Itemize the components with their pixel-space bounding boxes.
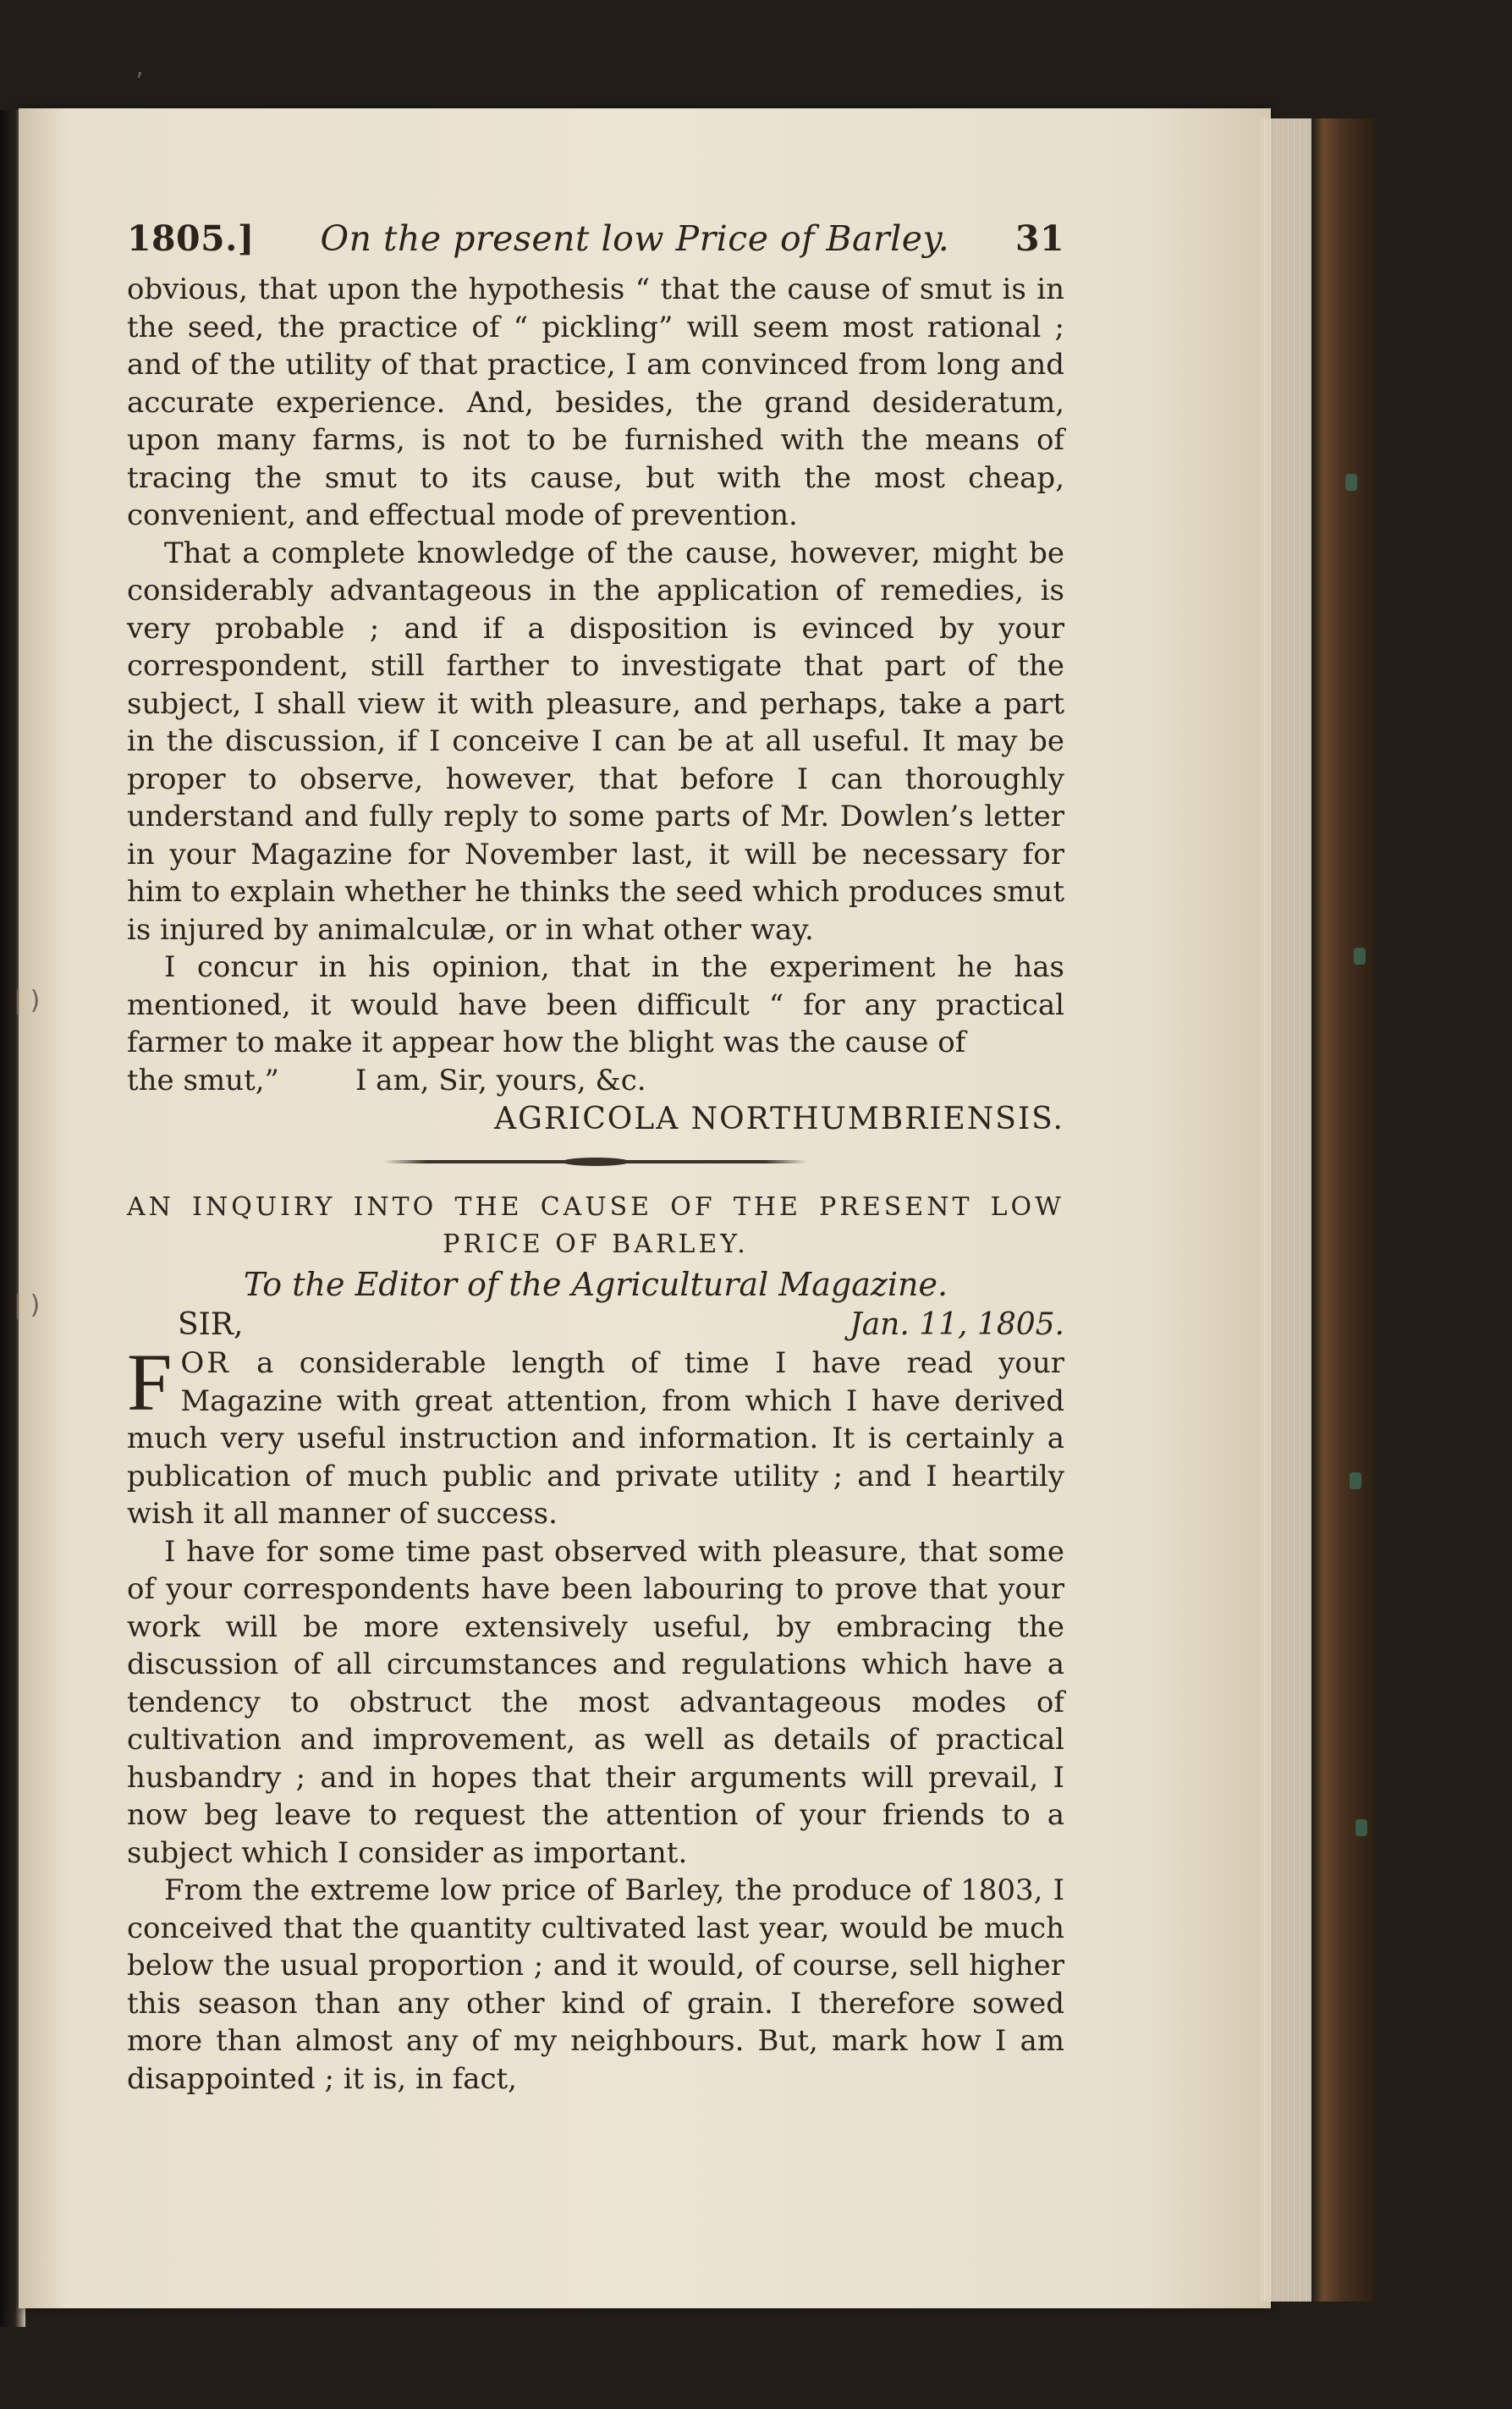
article-title-line: AN INQUIRY INTO THE CAUSE OF THE PRESENT LOW: [127, 1192, 1064, 1222]
article-smut-letter: [127, 271, 1064, 1140]
margin-mark: | ): [14, 1290, 41, 1320]
section-divider: [384, 1160, 807, 1163]
article-title-line: PRICE OF BARLEY.: [443, 1229, 749, 1259]
article-barley-inquiry: [127, 1189, 1064, 2098]
paragraph: That a complete knowledge of the cause, however, might be considerably advantageous in the application of remedies, is very probable ; and if a disposition is evinced by your correspondent, still farther to investigate that part of the subject, I shall view it with pleasure, and perhaps, take a part in the discussion, if I conceive I can be at all useful. It may be proper to observe, however, that before I can thoroughly understand and fully reply to some parts of Mr. Dowlen’s letter in your Magazine for November last, it will be necessary for him to explain whether he thinks the seed which produces smut is injured by animalculæ, or in what other way.: [127, 536, 1064, 947]
closing-text: the smut,”: [127, 1063, 279, 1097]
opening-paragraph: [127, 1337, 1064, 1533]
page-fore-edge: [1261, 118, 1311, 2302]
running-head-year: 1805.]: [127, 218, 255, 259]
paragraph: I concur in his opinion, that in the experiment he has mentioned, it would have been difficult “ for any practical farmer to make it appear how the blight was the cause of: [127, 950, 1064, 1059]
letter-closing: [127, 1062, 1064, 1100]
spine-mark: [1354, 948, 1366, 965]
spine-mark: [1345, 474, 1357, 491]
page-content: [127, 218, 1064, 2098]
dateline: [127, 1306, 1064, 1345]
margin-mark: ’: [135, 68, 144, 97]
running-head-title: On the present low Price of Barley.: [320, 218, 950, 259]
paragraph-text: a considerable length of time I have read your Magazine with great attention, from which I have derived much very useful instruction and information. It is certainly a publication of much public and private utility ; and I heartily wish it all manner of success.: [127, 1346, 1064, 1531]
margin-mark: | ): [14, 986, 41, 1015]
addressee: To the Editor of the Agricultural Magazine.: [243, 1266, 948, 1303]
running-head: [127, 218, 1064, 259]
paragraph: From the extreme low price of Barley, the produce of 1803, I conceived that the quantity cultivated last year, would be much below the usual proportion ; and it would, of course, sell higher this season than any other kind of grain. I therefore sowed more than almost any of my neighbours. But, mark how I am disappointed ; it is, in fact,: [127, 1873, 1064, 2096]
letter-date: Jan. 11, 1805.: [849, 1307, 1064, 1342]
paragraph: obvious, that upon the hypothesis “ that the cause of smut is in the seed, the practice of “ pickling” will seem most rational ; and of the utility of that practice, I am convinced from long and accurate experience. And, besides, the grand desideratum, upon many farms, is not to be furnished with the means of tracing the smut to its cause, but with the most cheap, convenient, and effectual mode of prevention.: [127, 272, 1064, 532]
spine-mark: [1350, 1472, 1361, 1489]
spine-mark: [1355, 1819, 1367, 1836]
drop-cap: F: [127, 1337, 173, 1427]
paragraph: I have for some time past observed with pleasure, that some of your correspondents have been labouring to prove that your work will be more extensively useful, by embracing the discussion of all circumstances and regulations which have a tendency to obstruct the most advantageous modes of cultivation and improvement, as well as details of practical husbandry ; and in hopes that their arguments will prevail, I now beg leave to request the attention of your friends to a subject which I consider as important.: [127, 1534, 1064, 1870]
sign-off: I am, Sir, yours, &c.: [355, 1063, 646, 1097]
signature: AGRICOLA NORTHUMBRIENSIS.: [494, 1102, 1064, 1136]
first-word: OR: [180, 1346, 231, 1380]
page-number: 31: [1014, 218, 1064, 259]
salutation: SIR,: [178, 1307, 244, 1342]
